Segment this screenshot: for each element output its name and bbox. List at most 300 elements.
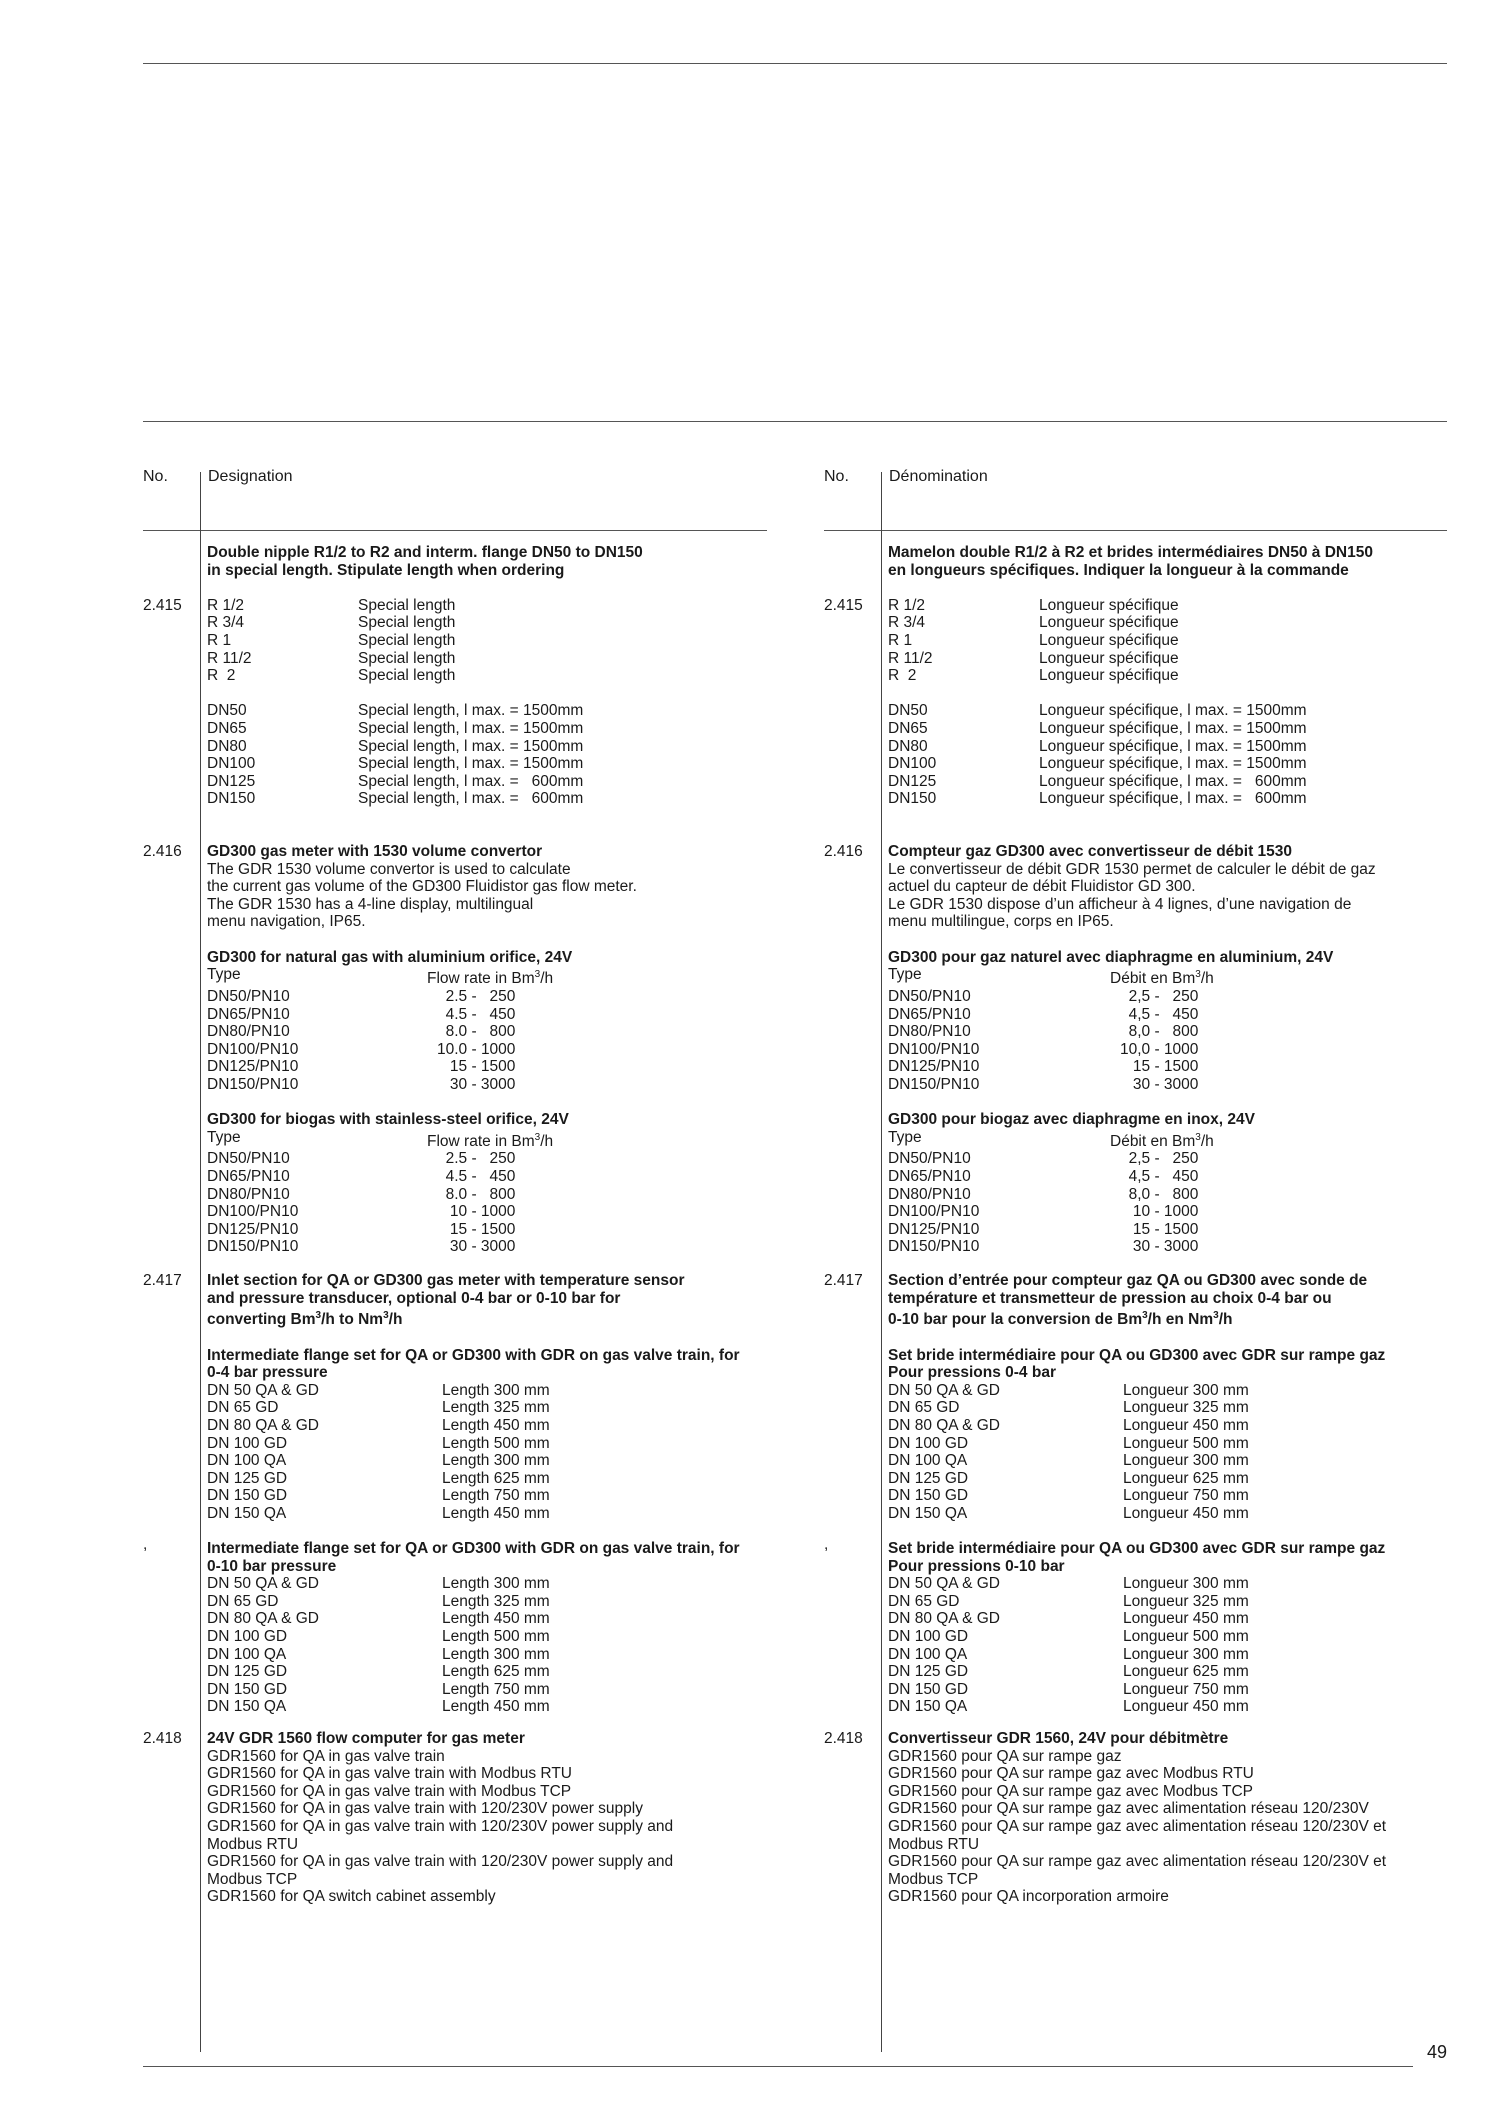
row-value: Longueur 300 mm <box>1123 1381 1249 1399</box>
list-row <box>207 667 807 685</box>
row-key: DN150/PN10 <box>207 1075 299 1093</box>
dn-list <box>207 702 807 808</box>
list-row <box>207 1663 807 1681</box>
list-row <box>888 597 1488 615</box>
section-title: Section d’entrée pour compteur gaz QA ou GD300 avec sonde de <box>888 1272 1368 1289</box>
row-key: DN 125 GD <box>888 1663 969 1681</box>
list-row <box>888 1593 1488 1611</box>
section-title: 24V GDR 1560 flow computer for gas meter <box>207 1730 525 1747</box>
row-key: DN80/PN10 <box>207 1185 290 1203</box>
section-title: Convertisseur GDR 1560, 24V pour débitmètre <box>888 1730 1229 1747</box>
row-value: Longueur spécifique, l max. = 600mm <box>1039 790 1307 808</box>
right-section-2415 <box>888 544 1488 808</box>
row-value: 15 - 1500 <box>437 1058 516 1076</box>
row-key: DN 150 QA <box>888 1504 968 1522</box>
item-number: 2.416 <box>824 843 863 860</box>
row-key: DN 150 GD <box>888 1487 969 1505</box>
row-value: 30 - 3000 <box>437 1238 516 1256</box>
list-row <box>888 1610 1488 1628</box>
list-row <box>207 1646 807 1664</box>
row-key: R 1/2 <box>207 596 245 614</box>
item-number: 2.417 <box>143 1272 182 1289</box>
row-value: Longueur 450 mm <box>1123 1504 1249 1522</box>
row-key: DN 125 GD <box>207 1469 288 1487</box>
right-header-no: No. <box>824 468 849 485</box>
row-value: Special length <box>358 649 456 667</box>
subsection-title: GD300 pour gaz naturel avec diaphragme en aluminium, 24V <box>888 948 1334 966</box>
row-value: Length 750 mm <box>442 1680 550 1698</box>
subsection-title: Intermediate flange set for QA or GD300 with GDR on gas valve train, for <box>207 1346 740 1364</box>
row-value: 2.5 - 250 <box>437 987 516 1005</box>
row-value: 15 - 1500 <box>437 1220 516 1238</box>
row-key: DN 80 QA & GD <box>888 1610 1000 1628</box>
row-key: DN50/PN10 <box>207 1150 290 1168</box>
row-key: DN80/PN10 <box>888 1023 971 1041</box>
row-key: DN 125 GD <box>888 1469 969 1487</box>
list-row <box>888 1505 1488 1523</box>
left-header-rule <box>143 530 767 531</box>
list-row <box>888 1435 1488 1453</box>
list-row <box>888 738 1488 756</box>
row-key: DN65 <box>207 719 247 737</box>
left-section-2417 <box>207 1272 807 1716</box>
row-value: 30 - 3000 <box>1120 1238 1199 1256</box>
flow-list <box>207 988 807 1094</box>
flow-list <box>207 1150 807 1256</box>
list-row <box>207 1150 807 1168</box>
row-key: DN150/PN10 <box>207 1238 299 1256</box>
row-value: 10.0 - 1000 <box>437 1040 516 1058</box>
row-value: Longueur spécifique <box>1039 649 1179 667</box>
page-number: 49 <box>1426 2042 1447 2062</box>
row-value: Length 500 mm <box>442 1434 550 1452</box>
left-section-2415 <box>207 544 807 808</box>
row-value: Special length, l max. = 1500mm <box>358 702 584 720</box>
row-value: 4.5 - 450 <box>437 1168 516 1185</box>
list-row <box>207 1023 807 1041</box>
left-header-designation: Designation <box>208 468 293 485</box>
row-key: DN50/PN10 <box>888 987 971 1005</box>
row-value: Longueur 450 mm <box>1123 1610 1249 1628</box>
row-key: DN 100 QA <box>207 1645 287 1663</box>
row-value: Longueur spécifique, l max. = 1500mm <box>1039 702 1307 720</box>
list-row <box>888 1041 1488 1059</box>
item-number-mark: , <box>824 1536 829 1553</box>
list-row <box>207 720 807 738</box>
row-value: Length 300 mm <box>442 1381 550 1399</box>
row-key: DN 65 GD <box>207 1399 279 1417</box>
row-value: 4.5 - 450 <box>437 1005 516 1023</box>
row-value: Longueur spécifique <box>1039 596 1179 614</box>
text-line: Le GDR 1530 dispose d’un afficheur à 4 lignes, d’une navigation de <box>888 895 1352 913</box>
table-head: Type Flow rate in Bm$^3$/h <box>207 966 554 988</box>
subsection-title: Set bride intermédiaire pour QA ou GD300 avec GDR sur rampe gaz <box>888 1540 1386 1558</box>
text-line: menu navigation, IP65. <box>207 913 366 931</box>
list-row <box>207 1186 807 1204</box>
text-line: GDR1560 pour QA sur rampe gaz avec Modbus TCP <box>888 1782 1253 1800</box>
row-key: R 11/2 <box>207 649 252 667</box>
row-key: DN100/PN10 <box>207 1040 299 1058</box>
row-key: DN 65 GD <box>888 1399 960 1417</box>
list-row <box>207 1076 807 1094</box>
text-line: GDR1560 pour QA sur rampe gaz avec alimentation réseau 120/230V et <box>888 1853 1387 1871</box>
row-key: DN65/PN10 <box>207 1005 290 1023</box>
text-line: Le convertisseur de débit GDR 1530 permet de calculer le débit de gaz <box>888 860 1376 878</box>
item-number-mark: , <box>143 1536 148 1553</box>
row-key: R 2 <box>888 667 917 685</box>
item-number: 2.416 <box>143 843 182 860</box>
row-value: Longueur spécifique, l max. = 1500mm <box>1039 719 1307 737</box>
text-line: Modbus RTU <box>888 1835 980 1853</box>
row-value: Special length <box>358 667 456 685</box>
row-key: DN65/PN10 <box>888 1005 971 1023</box>
row-value: Length 450 mm <box>442 1416 550 1434</box>
row-value: Special length, l max. = 600mm <box>358 790 584 808</box>
text-line: GDR1560 for QA in gas valve train with 120/230V power supply <box>207 1800 643 1818</box>
subsection-title: 0-10 bar pressure <box>207 1557 337 1575</box>
list-row <box>888 1681 1488 1699</box>
section-title: Mamelon double R1/2 à R2 et brides intermédiaires DN50 à DN150 <box>888 544 1373 561</box>
list-row <box>207 1168 807 1186</box>
row-value: Length 750 mm <box>442 1487 550 1505</box>
list-row <box>207 1452 807 1470</box>
section-title: in special length. Stipulate length when ordering <box>207 561 565 579</box>
list-row <box>207 1221 807 1239</box>
text-line: GDR1560 pour QA sur rampe gaz avec alimentation réseau 120/230V et <box>888 1817 1387 1835</box>
row-key: R 3/4 <box>888 614 926 632</box>
flow-list <box>888 988 1488 1094</box>
row-value: Length 300 mm <box>442 1575 550 1593</box>
row-value: Length 300 mm <box>442 1452 550 1470</box>
row-value: Longueur spécifique <box>1039 667 1179 685</box>
row-value: Longueur 625 mm <box>1123 1469 1249 1487</box>
list-row <box>888 702 1488 720</box>
row-key: DN 80 QA & GD <box>207 1416 319 1434</box>
row-value: 8,0 - 800 <box>1120 1185 1199 1203</box>
row-value: Length 300 mm <box>442 1645 550 1663</box>
list-row <box>888 790 1488 808</box>
list-row <box>207 614 807 632</box>
row-value: Length 625 mm <box>442 1469 550 1487</box>
item-number: 2.415 <box>824 597 863 614</box>
section-title: converting Bm$^3$/h to Nm$^3$/h <box>207 1310 403 1329</box>
table-top-rule <box>143 421 1447 422</box>
section-title: Double nipple R1/2 to R2 and interm. flange DN50 to DN150 <box>207 544 643 561</box>
list-row <box>207 1593 807 1611</box>
left-section-2418 <box>207 1730 807 1906</box>
row-key: DN125 <box>888 772 937 790</box>
row-value: Special length, l max. = 600mm <box>358 772 584 790</box>
list-row <box>888 773 1488 791</box>
list-row <box>888 650 1488 668</box>
row-key: DN125 <box>207 772 256 790</box>
list-row <box>888 1646 1488 1664</box>
table-head: Type Débit en Bm$^3$/h <box>888 1128 1214 1150</box>
row-value: 2,5 - 250 <box>1120 987 1199 1005</box>
row-key: DN 65 GD <box>207 1592 279 1610</box>
row-key: DN 125 GD <box>207 1663 288 1681</box>
text-line: actuel du capteur de débit Fluidistor GD 300. <box>888 878 1196 896</box>
text-line: GDR1560 for QA in gas valve train with 120/230V power supply and <box>207 1817 674 1835</box>
row-key: DN 100 GD <box>888 1628 969 1646</box>
list-row <box>888 632 1488 650</box>
row-value: 8.0 - 800 <box>437 1185 516 1203</box>
row-key: DN 50 QA & GD <box>888 1381 1000 1399</box>
list-row <box>888 1168 1488 1186</box>
row-key: DN80 <box>207 737 247 755</box>
list-row <box>888 1698 1488 1716</box>
row-key: DN100 <box>207 755 256 773</box>
row-value: Longueur 450 mm <box>1123 1416 1249 1434</box>
row-key: DN80/PN10 <box>888 1185 971 1203</box>
row-key: DN 65 GD <box>888 1592 960 1610</box>
bottom-rule <box>143 2066 1413 2067</box>
text-line: GDR1560 pour QA sur rampe gaz <box>888 1747 1122 1765</box>
row-key: DN 100 GD <box>207 1434 288 1452</box>
row-value: Longueur 325 mm <box>1123 1399 1249 1417</box>
list-row <box>888 1006 1488 1024</box>
list-row <box>207 1203 807 1221</box>
product-list <box>888 1748 1488 1906</box>
row-key: R 1 <box>888 631 913 649</box>
text-line: the current gas volume of the GD300 Fluidistor gas flow meter. <box>207 878 637 896</box>
flange-list <box>207 1575 807 1716</box>
row-key: R 2 <box>207 667 236 685</box>
list-row <box>888 1382 1488 1400</box>
text-line: Modbus RTU <box>207 1835 299 1853</box>
text-line: The GDR 1530 has a 4-line display, multilingual <box>207 895 534 913</box>
list-row <box>888 1452 1488 1470</box>
row-value: Longueur spécifique <box>1039 631 1179 649</box>
list-row <box>207 1382 807 1400</box>
list-row <box>207 1006 807 1024</box>
row-value: 30 - 3000 <box>1120 1075 1199 1093</box>
list-row <box>888 755 1488 773</box>
subsection-title: Pour pressions 0-4 bar <box>888 1364 1056 1382</box>
row-key: R 1 <box>207 631 232 649</box>
right-section-2417 <box>888 1272 1488 1716</box>
row-key: DN125/PN10 <box>207 1220 299 1238</box>
row-key: DN 50 QA & GD <box>888 1575 1000 1593</box>
row-key: R 11/2 <box>888 649 933 667</box>
row-value: Longueur 500 mm <box>1123 1628 1249 1646</box>
row-key: DN 150 GD <box>888 1680 969 1698</box>
row-value: Longueur 300 mm <box>1123 1575 1249 1593</box>
row-key: DN80/PN10 <box>207 1023 290 1041</box>
row-value: 10 - 1000 <box>437 1203 516 1221</box>
section-title: température et transmetteur de pression au choix 0-4 bar ou <box>888 1289 1332 1307</box>
section-title: 0-10 bar pour la conversion de Bm$^3$/h en Nm$^3$/h <box>888 1310 1233 1329</box>
row-key: DN 150 QA <box>207 1698 287 1716</box>
list-row <box>207 773 807 791</box>
row-key: DN150/PN10 <box>888 1238 980 1256</box>
row-key: R 1/2 <box>888 596 926 614</box>
flange-list <box>888 1575 1488 1716</box>
right-header-designation: Dénomination <box>889 468 988 485</box>
row-key: DN 100 QA <box>207 1452 287 1470</box>
row-key: DN125/PN10 <box>888 1058 980 1076</box>
row-value: Special length <box>358 614 456 632</box>
text-line: GDR1560 for QA in gas valve train with 120/230V power supply and <box>207 1853 674 1871</box>
list-row <box>207 1238 807 1256</box>
row-key: DN 150 QA <box>888 1698 968 1716</box>
row-key: DN 100 GD <box>207 1628 288 1646</box>
table-head: Type Débit en Bm$^3$/h <box>888 966 1214 988</box>
section-description <box>888 861 1488 931</box>
row-value: Special length <box>358 631 456 649</box>
list-row <box>888 1203 1488 1221</box>
list-row <box>888 1663 1488 1681</box>
row-key: DN 150 GD <box>207 1487 288 1505</box>
row-key: DN125/PN10 <box>207 1058 299 1076</box>
list-row <box>888 1399 1488 1417</box>
list-row <box>888 1628 1488 1646</box>
item-number: 2.418 <box>824 1730 863 1747</box>
row-key: DN 50 QA & GD <box>207 1575 319 1593</box>
left-column-divider <box>200 472 201 2052</box>
list-row <box>207 738 807 756</box>
right-column-divider <box>881 472 882 2052</box>
row-key: DN150/PN10 <box>888 1075 980 1093</box>
row-value: Special length, l max. = 1500mm <box>358 755 584 773</box>
item-number: 2.415 <box>143 597 182 614</box>
text-line: The GDR 1530 volume convertor is used to calculate <box>207 860 571 878</box>
list-row <box>888 1487 1488 1505</box>
section-title: en longueurs spécifiques. Indiquer la longueur à la commande <box>888 561 1349 579</box>
item-number: 2.418 <box>143 1730 182 1747</box>
row-key: DN100/PN10 <box>207 1203 299 1221</box>
row-key: DN80 <box>888 737 928 755</box>
row-key: DN 80 QA & GD <box>888 1416 1000 1434</box>
section-title: Inlet section for QA or GD300 gas meter with temperature sensor <box>207 1272 685 1289</box>
item-number: 2.417 <box>824 1272 863 1289</box>
text-line: Modbus TCP <box>207 1870 298 1888</box>
subsection-title: GD300 for natural gas with aluminium orifice, 24V <box>207 948 573 966</box>
list-row <box>888 1186 1488 1204</box>
row-value: 2.5 - 250 <box>437 1150 516 1168</box>
row-value: Longueur 750 mm <box>1123 1680 1249 1698</box>
list-row <box>207 1610 807 1628</box>
list-row <box>888 1058 1488 1076</box>
list-row <box>207 1575 807 1593</box>
row-value: Longueur 300 mm <box>1123 1645 1249 1663</box>
list-row <box>207 1487 807 1505</box>
subsection-title: 0-4 bar pressure <box>207 1364 328 1382</box>
row-value: 10,0 - 1000 <box>1120 1040 1199 1058</box>
row-value: Longueur 325 mm <box>1123 1592 1249 1610</box>
product-list <box>207 1748 807 1906</box>
row-value: 8,0 - 800 <box>1120 1023 1199 1041</box>
list-row <box>207 1470 807 1488</box>
right-section-2416 <box>888 843 1488 1256</box>
row-value: 4,5 - 450 <box>1120 1168 1199 1185</box>
size-list <box>207 597 807 685</box>
row-key: DN150 <box>888 790 937 808</box>
row-key: DN50/PN10 <box>207 987 290 1005</box>
flange-list <box>207 1382 807 1523</box>
row-key: DN 100 QA <box>888 1452 968 1470</box>
list-row <box>207 650 807 668</box>
row-key: DN50 <box>207 702 247 720</box>
row-value: Longueur 500 mm <box>1123 1434 1249 1452</box>
row-value: Special length, l max. = 1500mm <box>358 737 584 755</box>
list-row <box>207 790 807 808</box>
row-value: Length 625 mm <box>442 1663 550 1681</box>
text-line: GDR1560 pour QA sur rampe gaz avec alimentation réseau 120/230V <box>888 1800 1369 1818</box>
list-row <box>888 1417 1488 1435</box>
table-head: Type Flow rate in Bm$^3$/h <box>207 1128 554 1150</box>
list-row <box>888 1023 1488 1041</box>
list-row <box>207 1435 807 1453</box>
row-value: 10 - 1000 <box>1120 1203 1199 1221</box>
row-value: 4,5 - 450 <box>1120 1005 1199 1023</box>
list-row <box>207 1399 807 1417</box>
list-row <box>888 1150 1488 1168</box>
size-list <box>888 597 1488 685</box>
list-row <box>888 1221 1488 1239</box>
list-row <box>207 1058 807 1076</box>
list-row <box>888 1575 1488 1593</box>
row-value: Longueur spécifique <box>1039 614 1179 632</box>
row-value: Longueur 450 mm <box>1123 1698 1249 1716</box>
flange-list <box>888 1382 1488 1523</box>
row-key: DN 80 QA & GD <box>207 1610 319 1628</box>
row-value: 15 - 1500 <box>1120 1220 1199 1238</box>
row-key: DN100/PN10 <box>888 1040 980 1058</box>
section-title: GD300 gas meter with 1530 volume convertor <box>207 843 543 860</box>
row-value: 2,5 - 250 <box>1120 1150 1199 1168</box>
list-row <box>888 720 1488 738</box>
row-value: Special length <box>358 596 456 614</box>
subsection-title: GD300 for biogas with stainless-steel orifice, 24V <box>207 1111 569 1129</box>
left-section-2416 <box>207 843 807 1256</box>
row-key: DN65/PN10 <box>888 1168 971 1185</box>
list-row <box>207 988 807 1006</box>
row-key: DN50/PN10 <box>888 1150 971 1168</box>
list-row <box>888 614 1488 632</box>
subsection-title: GD300 pour biogaz avec diaphragme en inox, 24V <box>888 1111 1255 1129</box>
row-key: DN 150 GD <box>207 1680 288 1698</box>
row-key: DN50 <box>888 702 928 720</box>
row-value: Special length, l max. = 1500mm <box>358 719 584 737</box>
flow-list <box>888 1150 1488 1256</box>
list-row <box>207 702 807 720</box>
list-row <box>207 1417 807 1435</box>
row-value: Length 450 mm <box>442 1610 550 1628</box>
row-value: Longueur 625 mm <box>1123 1663 1249 1681</box>
row-value: Length 450 mm <box>442 1698 550 1716</box>
list-row <box>888 1470 1488 1488</box>
subsection-title: Pour pressions 0-10 bar <box>888 1557 1065 1575</box>
row-key: DN125/PN10 <box>888 1220 980 1238</box>
section-title: and pressure transducer, optional 0-4 bar or 0-10 bar for <box>207 1289 621 1307</box>
text-line: GDR1560 for QA in gas valve train <box>207 1747 445 1765</box>
row-value: 30 - 3000 <box>437 1075 516 1093</box>
row-key: DN 50 QA & GD <box>207 1381 319 1399</box>
list-row <box>207 1681 807 1699</box>
text-line: GDR1560 for QA in gas valve train with Modbus TCP <box>207 1782 572 1800</box>
list-row <box>888 667 1488 685</box>
list-row <box>207 632 807 650</box>
row-key: DN 150 QA <box>207 1504 287 1522</box>
top-rule <box>143 63 1447 64</box>
list-row <box>207 1698 807 1716</box>
text-line: Modbus TCP <box>888 1870 979 1888</box>
row-value: Longueur spécifique, l max. = 1500mm <box>1039 737 1307 755</box>
row-key: DN100/PN10 <box>888 1203 980 1221</box>
row-value: Length 450 mm <box>442 1504 550 1522</box>
section-description <box>207 861 807 931</box>
